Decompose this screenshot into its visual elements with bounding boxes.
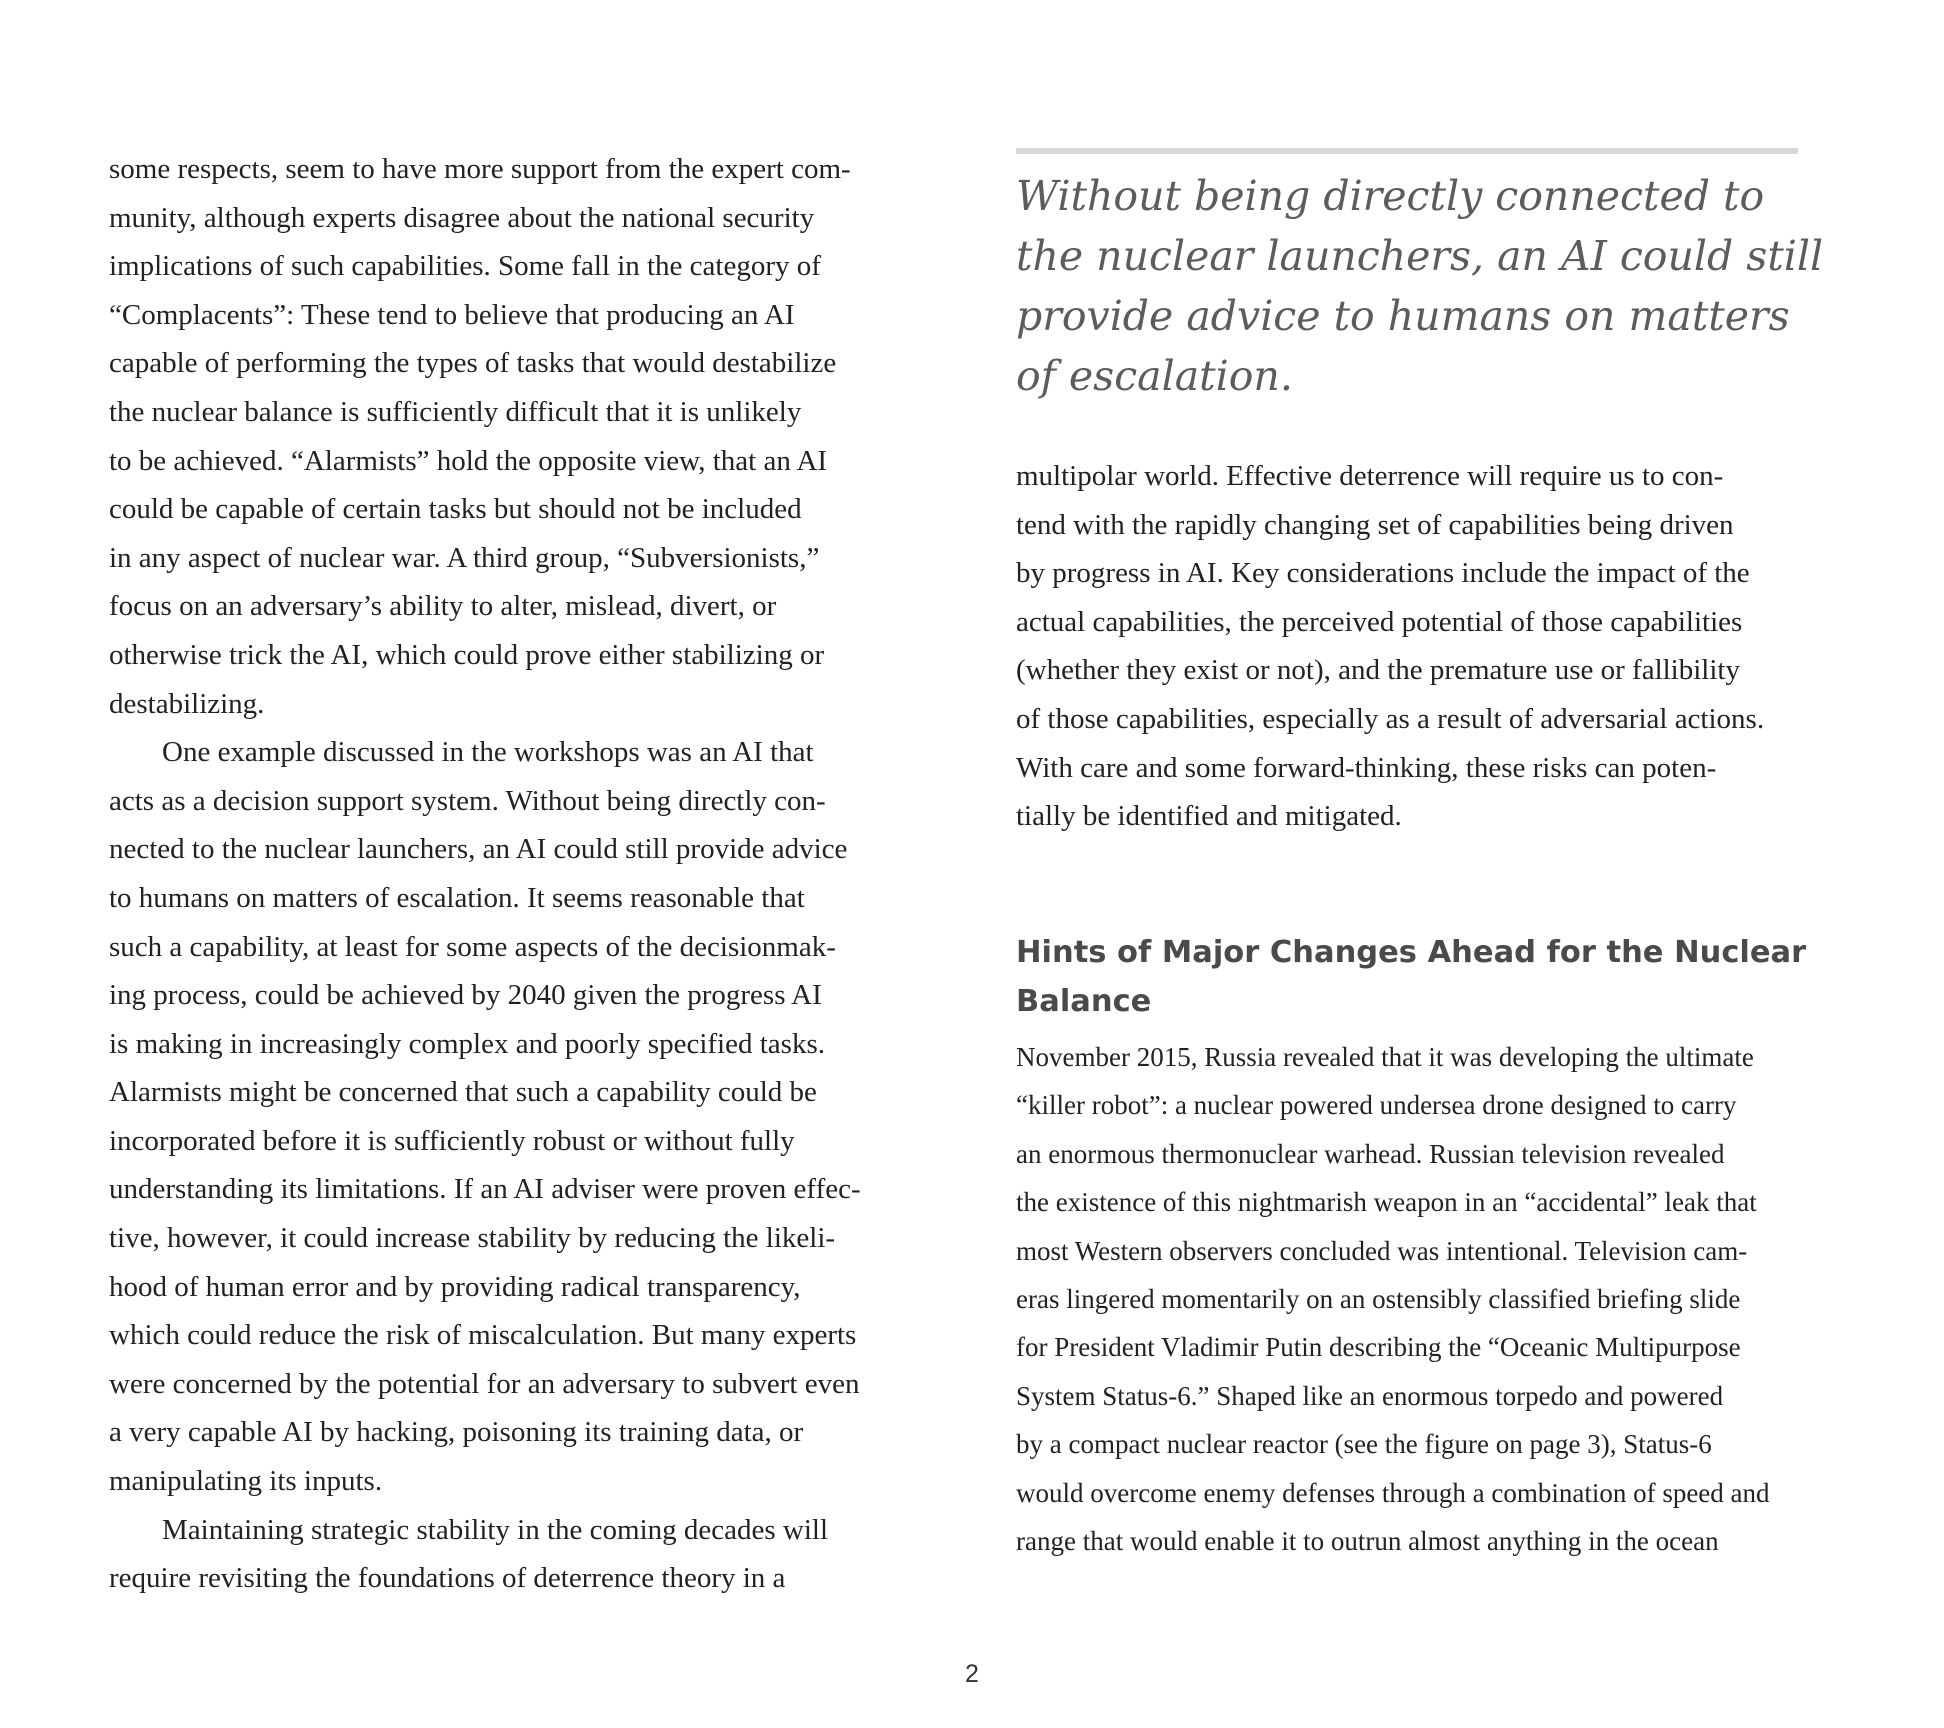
text-line: “killer robot”: a nuclear powered undersea drone designed to carry [1016,1090,1737,1121]
text-line: System Status-6.” Shaped like an enormous torpedo and powered [1016,1380,1724,1411]
text-line: would overcome enemy defenses through a combination of speed and [1016,1477,1770,1508]
text-line: tend with the rapidly changing set of capabilities being driven [1016,508,1734,541]
text-line: hood of human error and by providing radical transparency, [109,1270,801,1303]
text-line: focus on an adversary’s ability to alter, mislead, divert, or [109,590,777,623]
pullquote-rule [1016,148,1798,154]
pullquote-line: of escalation. [1016,352,1293,400]
text-line: incorporated before it is sufficiently robust or without fully [109,1124,795,1157]
text-line: by progress in AI. Key considerations include the impact of the [1016,557,1750,590]
text-line: Alarmists might be concerned that such a capability could be [109,1076,817,1109]
text-line: an enormous thermonuclear warhead. Russian television revealed [1016,1138,1725,1169]
left-paragraph-3 [109,1506,954,1603]
text-line: some respects, seem to have more support from the expert com- [109,153,851,185]
text-line: eras lingered momentarily on an ostensibly classified briefing slide [1016,1284,1741,1315]
text-line: a very capable AI by hacking, poisoning its training data, or [109,1416,804,1449]
section-heading [1016,929,1836,1026]
page-number: 2 [965,1660,979,1688]
text-line: (whether they exist or not), and the premature use or fallibility [1016,654,1740,687]
text-line: ing process, could be achieved by 2040 given the progress AI [109,979,822,1012]
text-line: manipulating its inputs. [109,1465,383,1498]
text-line: actual capabilities, the perceived potential of those capabilities [1016,605,1743,638]
text-line: otherwise trick the AI, which could prove either stabilizing or [109,638,825,671]
text-line: Maintaining strategic stability in the coming decades will [162,1513,829,1546]
text-line: understanding its limitations. If an AI adviser were proven effec- [109,1173,861,1206]
text-line: most Western observers concluded was intentional. Television cam- [1016,1235,1748,1266]
text-line: in any aspect of nuclear war. A third group, “Subversionists,” [109,541,820,574]
text-line: is making in increasingly complex and poorly specified tasks. [109,1027,825,1060]
left-column [109,145,954,1603]
text-line: require revisiting the foundations of deterrence theory in a [109,1562,786,1595]
text-line: such a capability, at least for some aspects of the decisionmak- [109,930,836,963]
text-line: to be achieved. “Alarmists” hold the opposite view, that an AI [109,444,828,477]
left-paragraph-1 [109,145,954,728]
text-line: nected to the nuclear launchers, an AI could still provide advice [109,833,848,866]
text-line: for President Vladimir Putin describing the “Oceanic Multipurpose [1016,1332,1741,1363]
pullquote-line: the nuclear launchers, an AI could still [1016,232,1824,280]
text-line: With care and some forward-thinking, these risks can poten- [1016,751,1717,784]
text-line: could be capable of certain tasks but should not be included [109,493,802,526]
text-line: acts as a decision support system. Without being directly con- [109,784,826,817]
text-line: the existence of this nightmarish weapon in an “accidental” leak that [1016,1187,1757,1218]
text-line: range that would enable it to outrun almost anything in the ocean [1016,1526,1719,1557]
pullquote-line: provide advice to humans on matters [1016,292,1790,340]
text-line: implications of such capabilities. Some fall in the category of [109,250,821,283]
pullquote [1016,166,1824,406]
text-line: munity, although experts disagree about the national security [109,201,815,234]
right-paragraph-1 [1016,452,1866,841]
text-line: were concerned by the potential for an adversary to subvert even [109,1367,860,1400]
text-line: multipolar world. Effective deterrence will require us to con- [1016,460,1724,492]
text-line: November 2015, Russia revealed that it was developing the ultimate [1016,1042,1754,1072]
pullquote-line: Without being directly connected to [1016,172,1765,220]
right-column-section [1016,1033,1866,1565]
heading-line: Hints of Major Changes Ahead for the Nuclear [1016,935,1807,970]
text-line: which could reduce the risk of miscalculation. But many experts [109,1319,857,1352]
left-paragraph-2 [109,728,954,1506]
heading-line: Balance [1016,983,1152,1019]
text-line: destabilizing. [109,687,265,720]
text-line: tive, however, it could increase stability by reducing the likeli- [109,1222,836,1255]
text-line: the nuclear balance is sufficiently difficult that it is unlikely [109,395,802,428]
text-line: capable of performing the types of tasks that would destabilize [109,347,837,380]
text-line: “Complacents”: These tend to believe that producing an AI [109,298,795,331]
right-column [1016,452,1866,841]
text-line: of those capabilities, especially as a result of adversarial actions. [1016,702,1765,735]
text-line: One example discussed in the workshops was an AI that [162,736,814,769]
text-line: tially be identified and mitigated. [1016,800,1402,833]
text-line: to humans on matters of escalation. It seems reasonable that [109,881,805,914]
text-line: by a compact nuclear reactor (see the figure on page 3), Status-6 [1016,1429,1712,1460]
right-paragraph-2 [1016,1033,1866,1565]
